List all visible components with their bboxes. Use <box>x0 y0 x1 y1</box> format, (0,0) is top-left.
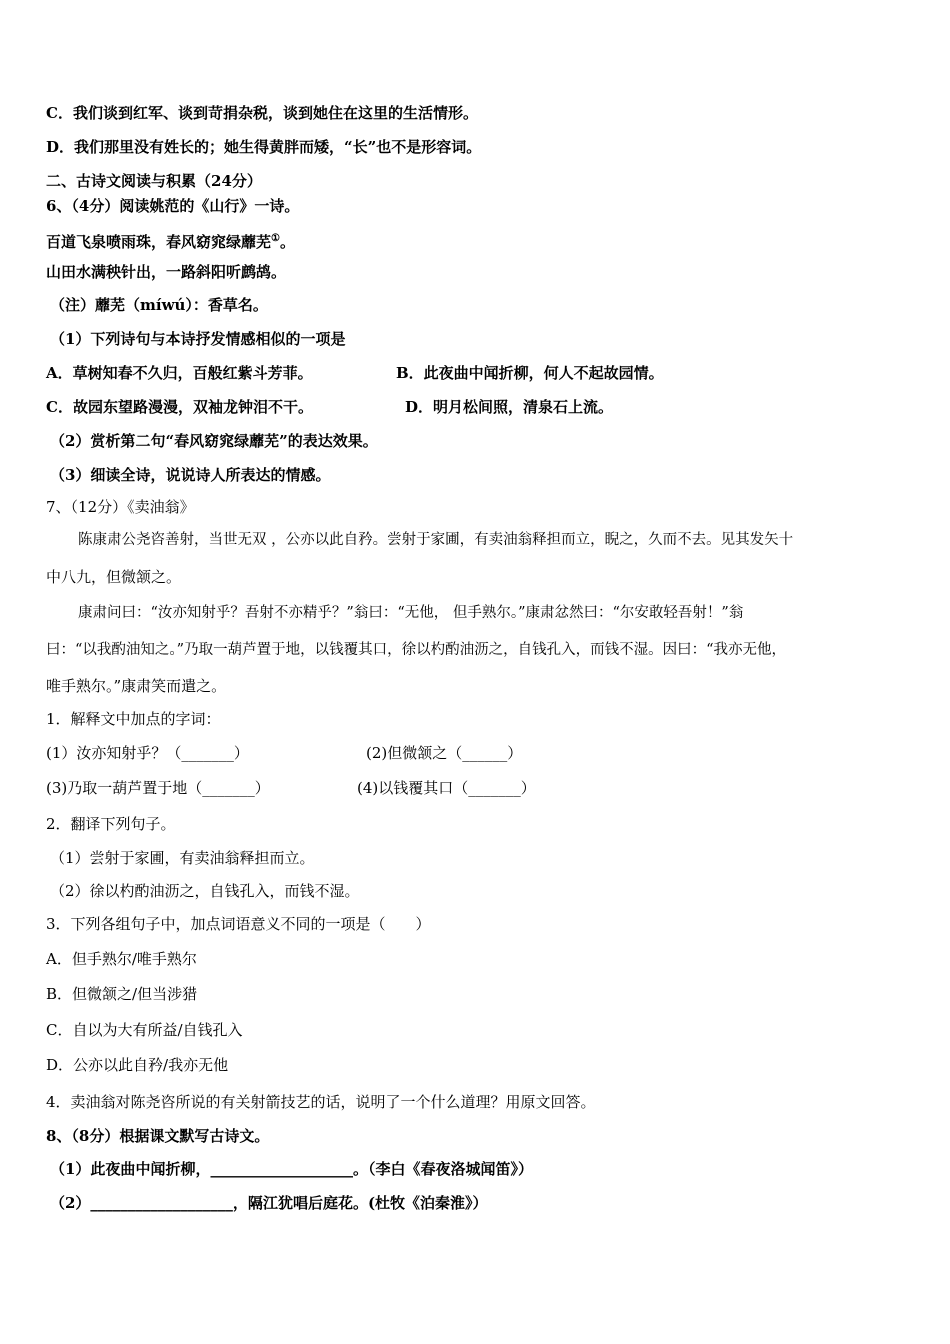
q6-option-a: A．草树知春不久归，百般红紫斗芳菲。 <box>46 364 313 382</box>
q7-question-1: 1．解释文中加点的字词： <box>46 710 221 728</box>
q6-option-d: D．明月松间照，清泉石上流。 <box>405 398 614 416</box>
q6-note: （注）蘼芜（míwú）：香草名。 <box>50 296 268 314</box>
q6-option-c: C．故园东望路漫漫，双袖龙钟泪不干。 <box>46 398 313 416</box>
q7-question-3: 3．下列各组句子中，加点词语意义不同的一项是（ ） <box>46 915 431 933</box>
q7-q3-option-a: A．但手熟尔/唯手熟尔 <box>46 950 197 968</box>
q7-q1-item-2: (2)但微颔之（______） <box>366 744 523 762</box>
q7-title: 7、（12分）《卖油翁》 <box>46 498 195 516</box>
q7-q2-item-1: （1）尝射于家圃，有卖油翁释担而立。 <box>50 849 315 867</box>
poem-line-1-text: 百道飞泉喷雨珠，春风窈窕绿蘼芜 <box>46 233 272 251</box>
q7-q1-item-1: (1）汝亦知射乎？（_______） <box>46 744 249 762</box>
q8-item-2: （2）___________________，隔江犹唱后庭花。(杜牧《泊秦淮》） <box>50 1194 488 1212</box>
q6-title: 6、（4分）阅读姚范的《山行》一诗。 <box>46 197 300 215</box>
q6-sub3: （3）细读全诗，说说诗人所表达的情感。 <box>50 466 331 484</box>
q7-q2-item-2: （2）徐以杓酌油沥之，自钱孔入，而钱不湿。 <box>50 882 360 900</box>
q7-para2-line3: 唯手熟尔。”康肃笑而遣之。 <box>46 677 227 695</box>
q6-option-b: B．此夜曲中闻折柳，何人不起故园情。 <box>396 364 664 382</box>
q8-title: 8、（8分）根据课文默写古诗文。 <box>46 1127 270 1145</box>
q5-option-d: D．我们那里没有姓长的；她生得黄胖而矮，“长”也不是形容词。 <box>46 138 482 156</box>
q6-poem-line-2: 山田水满秧针出，一路斜阳听鹧鸪。 <box>46 263 287 281</box>
footnote-marker: ① <box>271 233 280 244</box>
q7-question-4: 4．卖油翁对陈尧咨所说的有关射箭技艺的话，说明了一个什么道理？用原文回答。 <box>46 1093 596 1111</box>
q6-sub2: （2）赏析第二句“春风窈窕绿蘼芜”的表达效果。 <box>50 432 378 450</box>
q7-question-2: 2．翻译下列句子。 <box>46 815 176 833</box>
q7-q3-option-d: D．公亦以此自矜/我亦无他 <box>46 1056 229 1074</box>
q7-para1-line2: 中八九，但微颔之。 <box>46 568 182 586</box>
q6-sub1: （1）下列诗句与本诗抒发情感相似的一项是 <box>50 330 346 348</box>
poem-line-1-end: 。 <box>279 233 295 251</box>
q7-para2-line1: 康肃问曰：“汝亦知射乎？吾射不亦精乎？”翁曰：“无他， 但手熟尔。”康肃忿然曰：“尔安敢轻吾射！”翁 <box>78 605 744 621</box>
q6-poem-line-1 <box>46 229 295 252</box>
q7-q1-item-4: (4)以钱覆其口（_______） <box>357 779 536 797</box>
q7-q3-option-c: C．自以为大有所益/自钱孔入 <box>46 1021 243 1039</box>
section-heading: 二、古诗文阅读与积累（24分） <box>46 172 262 190</box>
q5-option-c: C．我们谈到红军、谈到苛捐杂税，谈到她住在这里的生活情形。 <box>46 104 478 122</box>
q7-q3-option-b: B．但微颔之/但当涉猎 <box>46 985 198 1003</box>
q7-para1-line1: 陈康肃公尧咨善射，当世无双 ，公亦以此自矜。尝射于家圃，有卖油翁释担而立，睨之，久而不去。见其发矢十 <box>78 532 794 548</box>
q8-item-1: （1）此夜曲中闻折柳，___________________。（李白《春夜洛城闻笛》） <box>50 1160 533 1178</box>
q7-q1-item-3: (3)乃取一葫芦置于地（_______） <box>46 779 270 797</box>
q7-para2-line2: 曰：“以我酌油知之。”乃取一葫芦置于地，以钱覆其口，徐以杓酌油沥之，自钱孔入，而钱不湿。因曰：“我亦无他， <box>46 642 786 658</box>
